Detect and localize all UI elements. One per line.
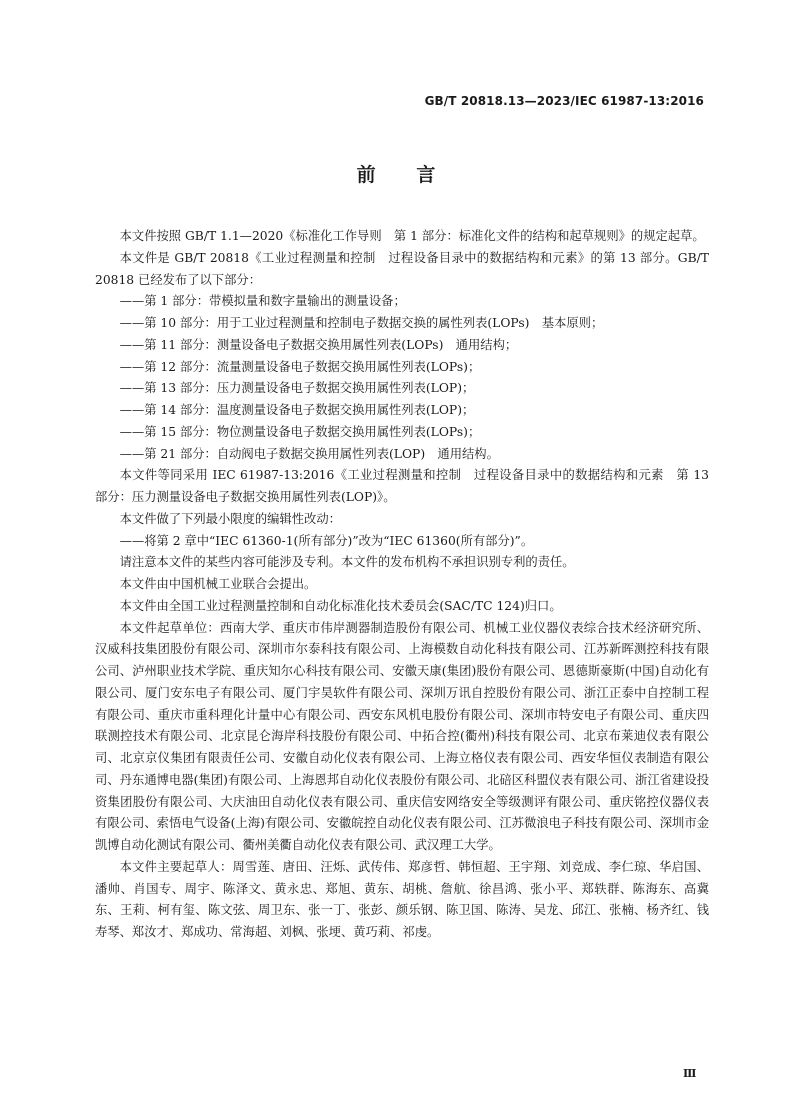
title-char: 前	[356, 164, 376, 186]
paragraph: 请注意本文件的某些内容可能涉及专利。本文件的发布机构不承担识别专利的责任。	[119, 555, 575, 570]
list-item: ——第 10 部分：用于工业过程测量和控制电子数据交换的属性列表(LOPs) 基本原则；	[119, 316, 604, 330]
list-item: ——第 15 部分：物位测量设备电子数据交换用属性列表(LOPs)；	[119, 424, 481, 439]
list-item: ——第 14 部分：温度测量设备电子数据交换用属性列表(LOP)；	[119, 403, 475, 417]
list-item: ——第 12 部分：流量测量设备电子数据交换用属性列表(LOPs)；	[119, 359, 481, 374]
title-char: 言	[416, 164, 436, 186]
paragraph: 本文件是 GB/T 20818《工业过程测量和控制 过程设备目录中的数据结构和元素》的第 13 部分。GB/T 20818 已经发布了以下部分：	[95, 250, 709, 287]
list-item: ——第 21 部分：自动阀电子数据交换用属性列表(LOP) 通用结构。	[119, 446, 499, 461]
list-item: ——第 13 部分：压力测量设备电子数据交换用属性列表(LOP)；	[119, 381, 475, 396]
foreword-body	[95, 226, 709, 944]
paragraph: 本文件由中国机械工业联合会提出。	[119, 577, 317, 591]
list-item: ——将第 2 章中“IEC 61360-1(所有部分)”改为“IEC 61360(所有部分)”。	[119, 533, 534, 548]
paragraph: 本文件等同采用 IEC 61987-13:2016《工业过程测量和控制 过程设备目录中的数据结构和元素 第 13 部分：压力测量设备电子数据交换用属性列表(LOP)》。	[95, 468, 709, 504]
paragraph: 本文件按照 GB/T 1.1—2020《标准化工作导则 第 1 部分：标准化文件的结构和起草规则》的规定起草。	[119, 229, 705, 243]
list-item: ——第 11 部分：测量设备电子数据交换用属性列表(LOPs) 通用结构；	[119, 337, 518, 352]
page-title	[0, 160, 792, 187]
paragraph: 本文件由全国工业过程测量控制和自动化标准化技术委员会(SAC/TC 124)归口。	[119, 598, 562, 613]
paragraph: 本文件主要起草人：周雪莲、唐田、汪烁、武传伟、郑彦哲、韩恒超、王宇翔、刘竞成、李仁琼、华启国、潘帅、肖国专、周宇、陈泽文、黄永忠、郑旭、黄东、胡桃、詹航、徐昌鸿、张小平、郑轶群、陈海东、高冀东、王莉、柯有玺、陈文弦、周卫东、张一丁、张彭、颜乐钢、陈卫国、陈涛、吴龙、邱江、张楠、杨齐红、钱寿琴、郑汝才、郑成功、常海超、刘枫、张埂、黄巧莉、祁虔。	[95, 859, 709, 939]
paragraph: 本文件起草单位：西南大学、重庆市伟岸测器制造股份有限公司、机械工业仪器仪表综合技术经济研究所、汉威科技集团股份有限公司、深圳市尔泰科技有限公司、上海模数自动化科技有限公司、江苏新晖测控科技有限公司、泸州职业技术学院、重庆知尔心科技有限公司、安徽天康(集团)股份有限公司、恩德斯豪斯(中国)自动化有限公司、厦门安东电子有限公司、厦门宇昊软件有限公司、深圳万讯自控股份有限公司、浙江正泰中自控制工程有限公司、重庆市重科理化计量中心有限公司、西安东风机电股份有限公司、深圳市特安电子有限公司、重庆四联测控技术有限公司、北京昆仑海岸科技股份有限公司、中拓合控(衢州)科技有限公司、北京布莱迪仪表有限公司、北京京仪集团有限责任公司、安徽自动化仪表有限公司、上海立格仪表有限公司、西安华恒仪表制造有限公司、丹东通博电器(集团)有限公司、上海恩邦自动化仪表股份有限公司、北碚区科盟仪表有限公司、浙江省建设投资集团股份有限公司、大庆油田自动化仪表有限公司、重庆信安网络安全等级测评有限公司、重庆铭控仪器仪表有限公司、索悟电气设备(上海)有限公司、安徽皖控自动化仪表有限公司、江苏微浪电子科技有限公司、深圳市金凯博自动化测试有限公司、衢州美衢自动化仪表有限公司、武汉理工大学。	[95, 620, 709, 852]
document-number: GB/T 20818.13—2023/IEC 61987-13:2016	[424, 94, 704, 108]
list-item: ——第 1 部分：带模拟量和数字量输出的测量设备；	[119, 294, 406, 309]
page-number: Ⅲ	[683, 1067, 697, 1080]
paragraph: 本文件做了下列最小限度的编辑性改动：	[119, 511, 341, 526]
